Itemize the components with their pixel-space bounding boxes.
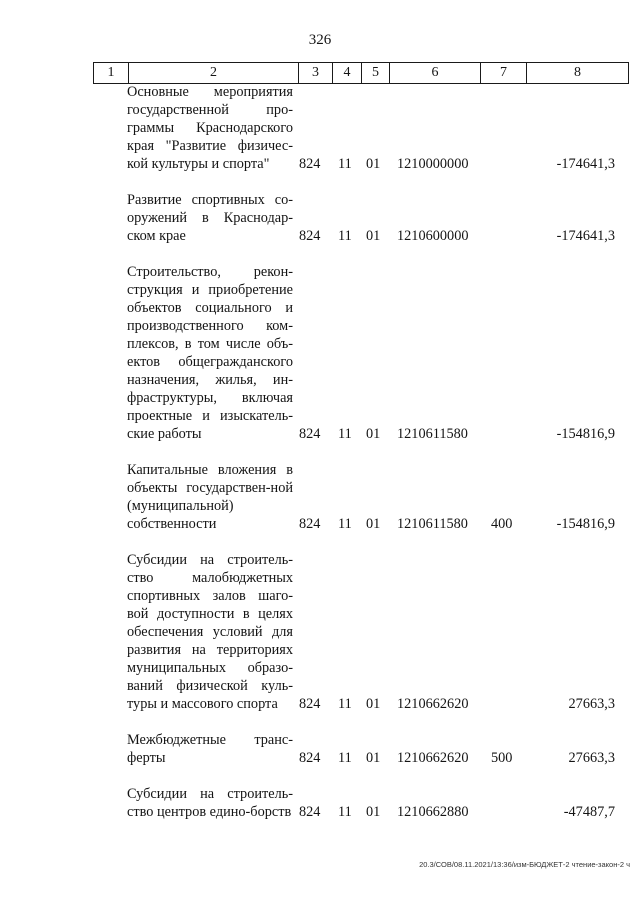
- header-col-4: 4: [333, 63, 362, 84]
- row-amount: -47487,7: [563, 804, 615, 820]
- row-amount: -154816,9: [556, 516, 615, 532]
- row-subsection-code: 01: [366, 516, 381, 532]
- row-name: Строительство, рекон-струкция и приобретение объектов социального и производственного ком-плексов, в том числе объ-ектов общегражданского назначения, жилья, ин-фраструктуры, включая проектные и изыскатель-ские работы: [127, 264, 293, 442]
- row-section-code: 11: [338, 804, 352, 820]
- row-ministry-code: 824: [299, 156, 321, 172]
- header-col-6: 6: [390, 63, 481, 84]
- row-target-code: 1210662880: [397, 804, 469, 820]
- row-subsection-code: 01: [366, 804, 381, 820]
- row-target-code: 1210600000: [397, 228, 469, 244]
- row-amount: -174641,3: [556, 156, 615, 172]
- row-subsection-code: 01: [366, 228, 381, 244]
- row-ministry-code: 824: [299, 516, 321, 532]
- row-subsection-code: 01: [366, 426, 381, 442]
- row-section-code: 11: [338, 156, 352, 172]
- table-row: [0, 551, 640, 713]
- row-name: Основные мероприятия государственной про-граммы Краснодарского края "Развитие физичес-кой культуры и спорта": [127, 84, 293, 172]
- header-row: [94, 63, 629, 84]
- row-ministry-code: 824: [299, 228, 321, 244]
- page-number: 326: [308, 32, 332, 48]
- row-target-code: 1210662620: [397, 750, 469, 766]
- table-row: [0, 785, 640, 821]
- row-name: Субсидии на строитель-ство центров едино-борств: [127, 786, 293, 820]
- row-name: Развитие спортивных со-оружений в Краснодар-ском крае: [127, 192, 293, 244]
- row-expense-type: 400: [491, 516, 513, 532]
- row-amount: -174641,3: [556, 228, 615, 244]
- row-subsection-code: 01: [366, 156, 381, 172]
- row-name: Капитальные вложения в объекты государствен-ной (муниципальной) собственности: [127, 462, 293, 532]
- row-amount: -154816,9: [556, 426, 615, 442]
- header-col-1: 1: [94, 63, 129, 84]
- row-name: Межбюджетные транс-ферты: [127, 732, 293, 766]
- row-section-code: 11: [338, 516, 352, 532]
- table-row: [0, 731, 640, 767]
- row-subsection-code: 01: [366, 750, 381, 766]
- row-name: Субсидии на строитель-ство малобюджетных спортивных залов шаго-вой доступности в целях обеспечения условий для развития на территориях муниципальных образо-ваний физической куль-туры и массового спорта: [127, 552, 293, 712]
- row-amount: 27663,3: [568, 696, 615, 712]
- row-section-code: 11: [338, 426, 352, 442]
- row-ministry-code: 824: [299, 696, 321, 712]
- column-header-table: [93, 62, 629, 84]
- table-row: [0, 263, 640, 443]
- budget-rows: [0, 83, 640, 821]
- row-section-code: 11: [338, 696, 352, 712]
- row-target-code: 1210662620: [397, 696, 469, 712]
- row-target-code: 1210611580: [397, 426, 468, 442]
- row-amount: 27663,3: [568, 750, 615, 766]
- table-row: [0, 83, 640, 173]
- header-col-3: 3: [299, 63, 333, 84]
- row-section-code: 11: [338, 228, 352, 244]
- row-ministry-code: 824: [299, 426, 321, 442]
- row-ministry-code: 824: [299, 750, 321, 766]
- table-row: [0, 461, 640, 533]
- document-footer-code: 20.3/СОВ/08.11.2021/13:36/изм-БЮДЖЕТ-2 чтение-закон-2 ч: [419, 860, 630, 869]
- row-ministry-code: 824: [299, 804, 321, 820]
- header-col-5: 5: [362, 63, 390, 84]
- header-col-8: 8: [527, 63, 629, 84]
- row-subsection-code: 01: [366, 696, 381, 712]
- row-section-code: 11: [338, 750, 352, 766]
- table-row: [0, 191, 640, 245]
- row-target-code: 1210000000: [397, 156, 469, 172]
- row-expense-type: 500: [491, 750, 513, 766]
- header-col-7: 7: [481, 63, 527, 84]
- row-target-code: 1210611580: [397, 516, 468, 532]
- header-col-2: 2: [129, 63, 299, 84]
